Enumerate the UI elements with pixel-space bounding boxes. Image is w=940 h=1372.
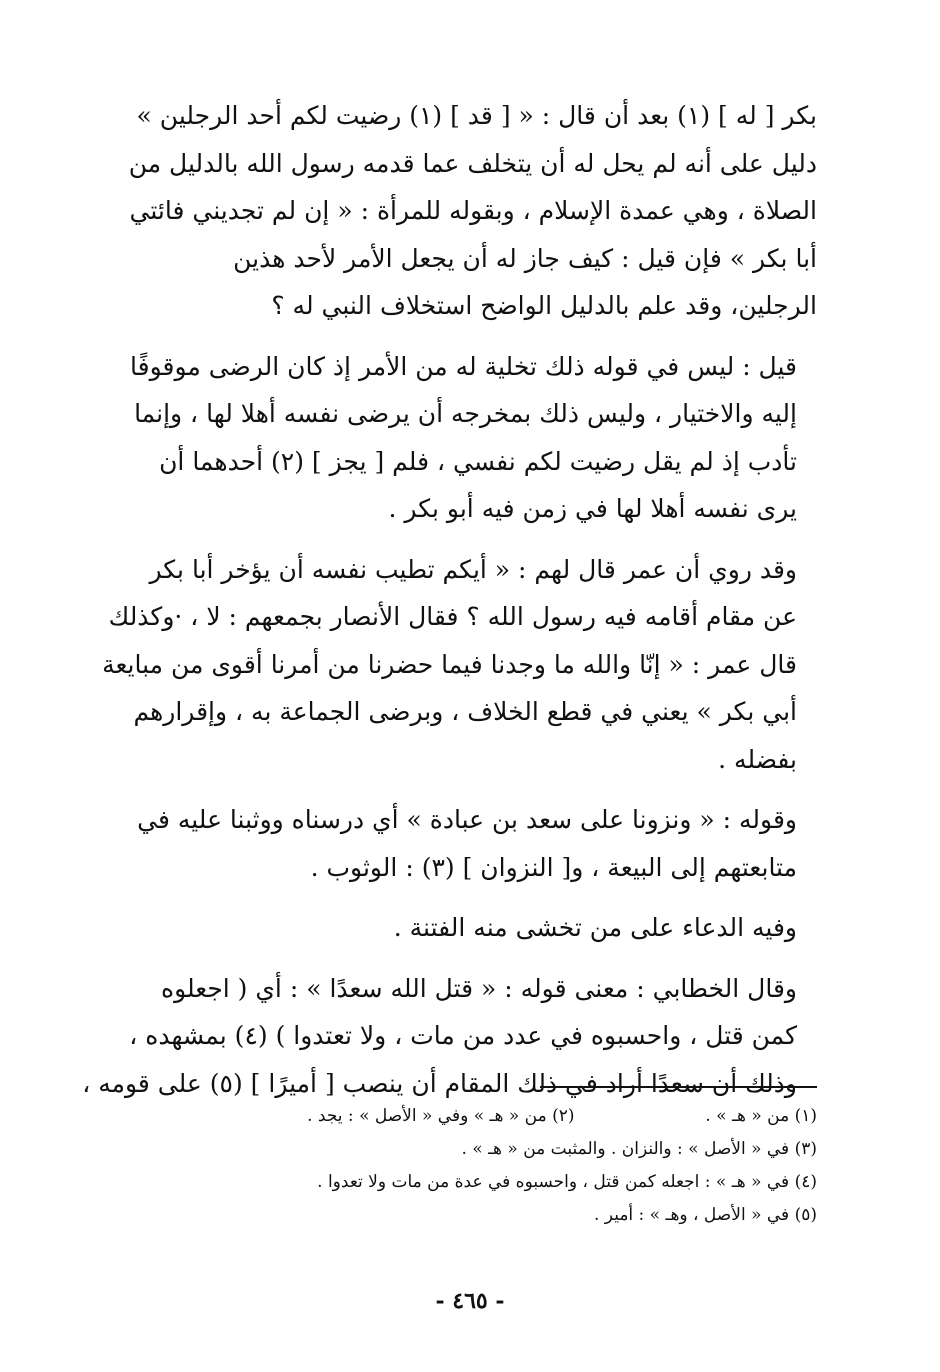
- text-line: متابعتهم إلى البيعة ، و[ النزوان ] (٣) : الوثوب .: [310, 852, 797, 882]
- text-line: الرجلين، وقد علم بالدليل الواضح استخلاف النبي له ؟: [271, 291, 817, 320]
- text-line: كمن قتل ، واحسبوه في عدد من مات ، ولا تعتدوا ) (٤) بمشهده ،: [129, 1021, 797, 1050]
- main-text: [82, 92, 817, 1120]
- footnote-4: (٤) في « هـ » : اجعله كمن قتل ، واحسبوه في عدة من مات ولا تعدوا .: [317, 1172, 817, 1192]
- text-line: عن مقام أقامه فيه رسول الله ؟ فقال الأنصار بجمعهم : لا ، ·وكذلك: [108, 602, 797, 631]
- text-line: بكر [ له ] (١) بعد أن قال : « [ قد ] (١) رضيت لكم أحد الرجلين »: [136, 101, 817, 130]
- footnote-separator: [540, 1086, 817, 1088]
- paragraph-2: [130, 343, 817, 533]
- footnote-1: (١) من « هـ » .: [705, 1106, 817, 1126]
- text-line: قال عمر : « إنّا والله ما وجدنا فيما حضرنا من أمرنا أقوى من مبايعة: [102, 649, 797, 679]
- footnote-3: (٣) في « الأصل » : والنزان . والمثبت من « هـ » .: [461, 1139, 817, 1159]
- footnotes: [200, 1100, 817, 1232]
- paragraph-3: [102, 546, 817, 784]
- footnote-5: (٥) في « الأصل ، وهـ » : أمير .: [594, 1205, 817, 1225]
- footnote-2: (٢) من « هـ » وفي « الأصل » : يجد .: [307, 1106, 575, 1126]
- text-line: أبي بكر » يعني في قطع الخلاف ، وبرضى الجماعة به ، وإقرارهم: [133, 697, 797, 726]
- paragraph-1: [128, 92, 817, 330]
- text-line: وذلك أن سعدًا أراد في ذلك المقام أن ينصب [ أميرًا ] (٥) على قومه ،: [82, 1068, 797, 1098]
- text-line: وفيه الدعاء على من تخشى منه الفتنة .: [393, 913, 797, 942]
- footnote-row-1-2: [200, 1100, 817, 1133]
- text-line: وقال الخطابي : معنى قوله : « قتل الله سعدًا » : أي ( اجعلوه: [160, 973, 797, 1003]
- page-number: - ٤٦٥ -: [435, 1288, 505, 1314]
- text-line: وقوله : « ونزونا على سعد بن عبادة » أي درسناه ووثبنا عليه في: [137, 805, 797, 834]
- text-line: قيل : ليس في قوله ذلك تخلية له من الأمر إذ كان الرضى موقوفًا: [130, 351, 797, 381]
- text-line: دليل على أنه لم يحل له أن يتخلف عما قدمه رسول الله بالدليل من: [128, 148, 817, 178]
- text-line: أبا بكر » فإن قيل : كيف جاز له أن يجعل الأمر لأحد هذين: [233, 243, 817, 273]
- text-line: تأدب إذ لم يقل رضيت لكم نفسي ، فلم [ يجز ] (٢) أحدهما أن: [159, 446, 797, 476]
- text-line: الصلاة ، وهي عمدة الإسلام ، وبقوله للمرأة : « إن لم تجديني فائتي: [129, 196, 817, 225]
- text-line: يرى نفسه أهلا لها في زمن فيه أبو بكر .: [388, 494, 797, 523]
- paragraph-5: [133, 904, 817, 952]
- text-line: بفضله .: [718, 744, 797, 774]
- text-line: إليه والاختيار ، وليس ذلك بمخرجه أن يرضى نفسه أهلا لها ، وإنما: [134, 399, 797, 428]
- text-line: وقد روي أن عمر قال لهم : « أيكم تطيب نفسه أن يؤخر أبا بكر: [149, 554, 797, 584]
- paragraph-4: [133, 796, 817, 891]
